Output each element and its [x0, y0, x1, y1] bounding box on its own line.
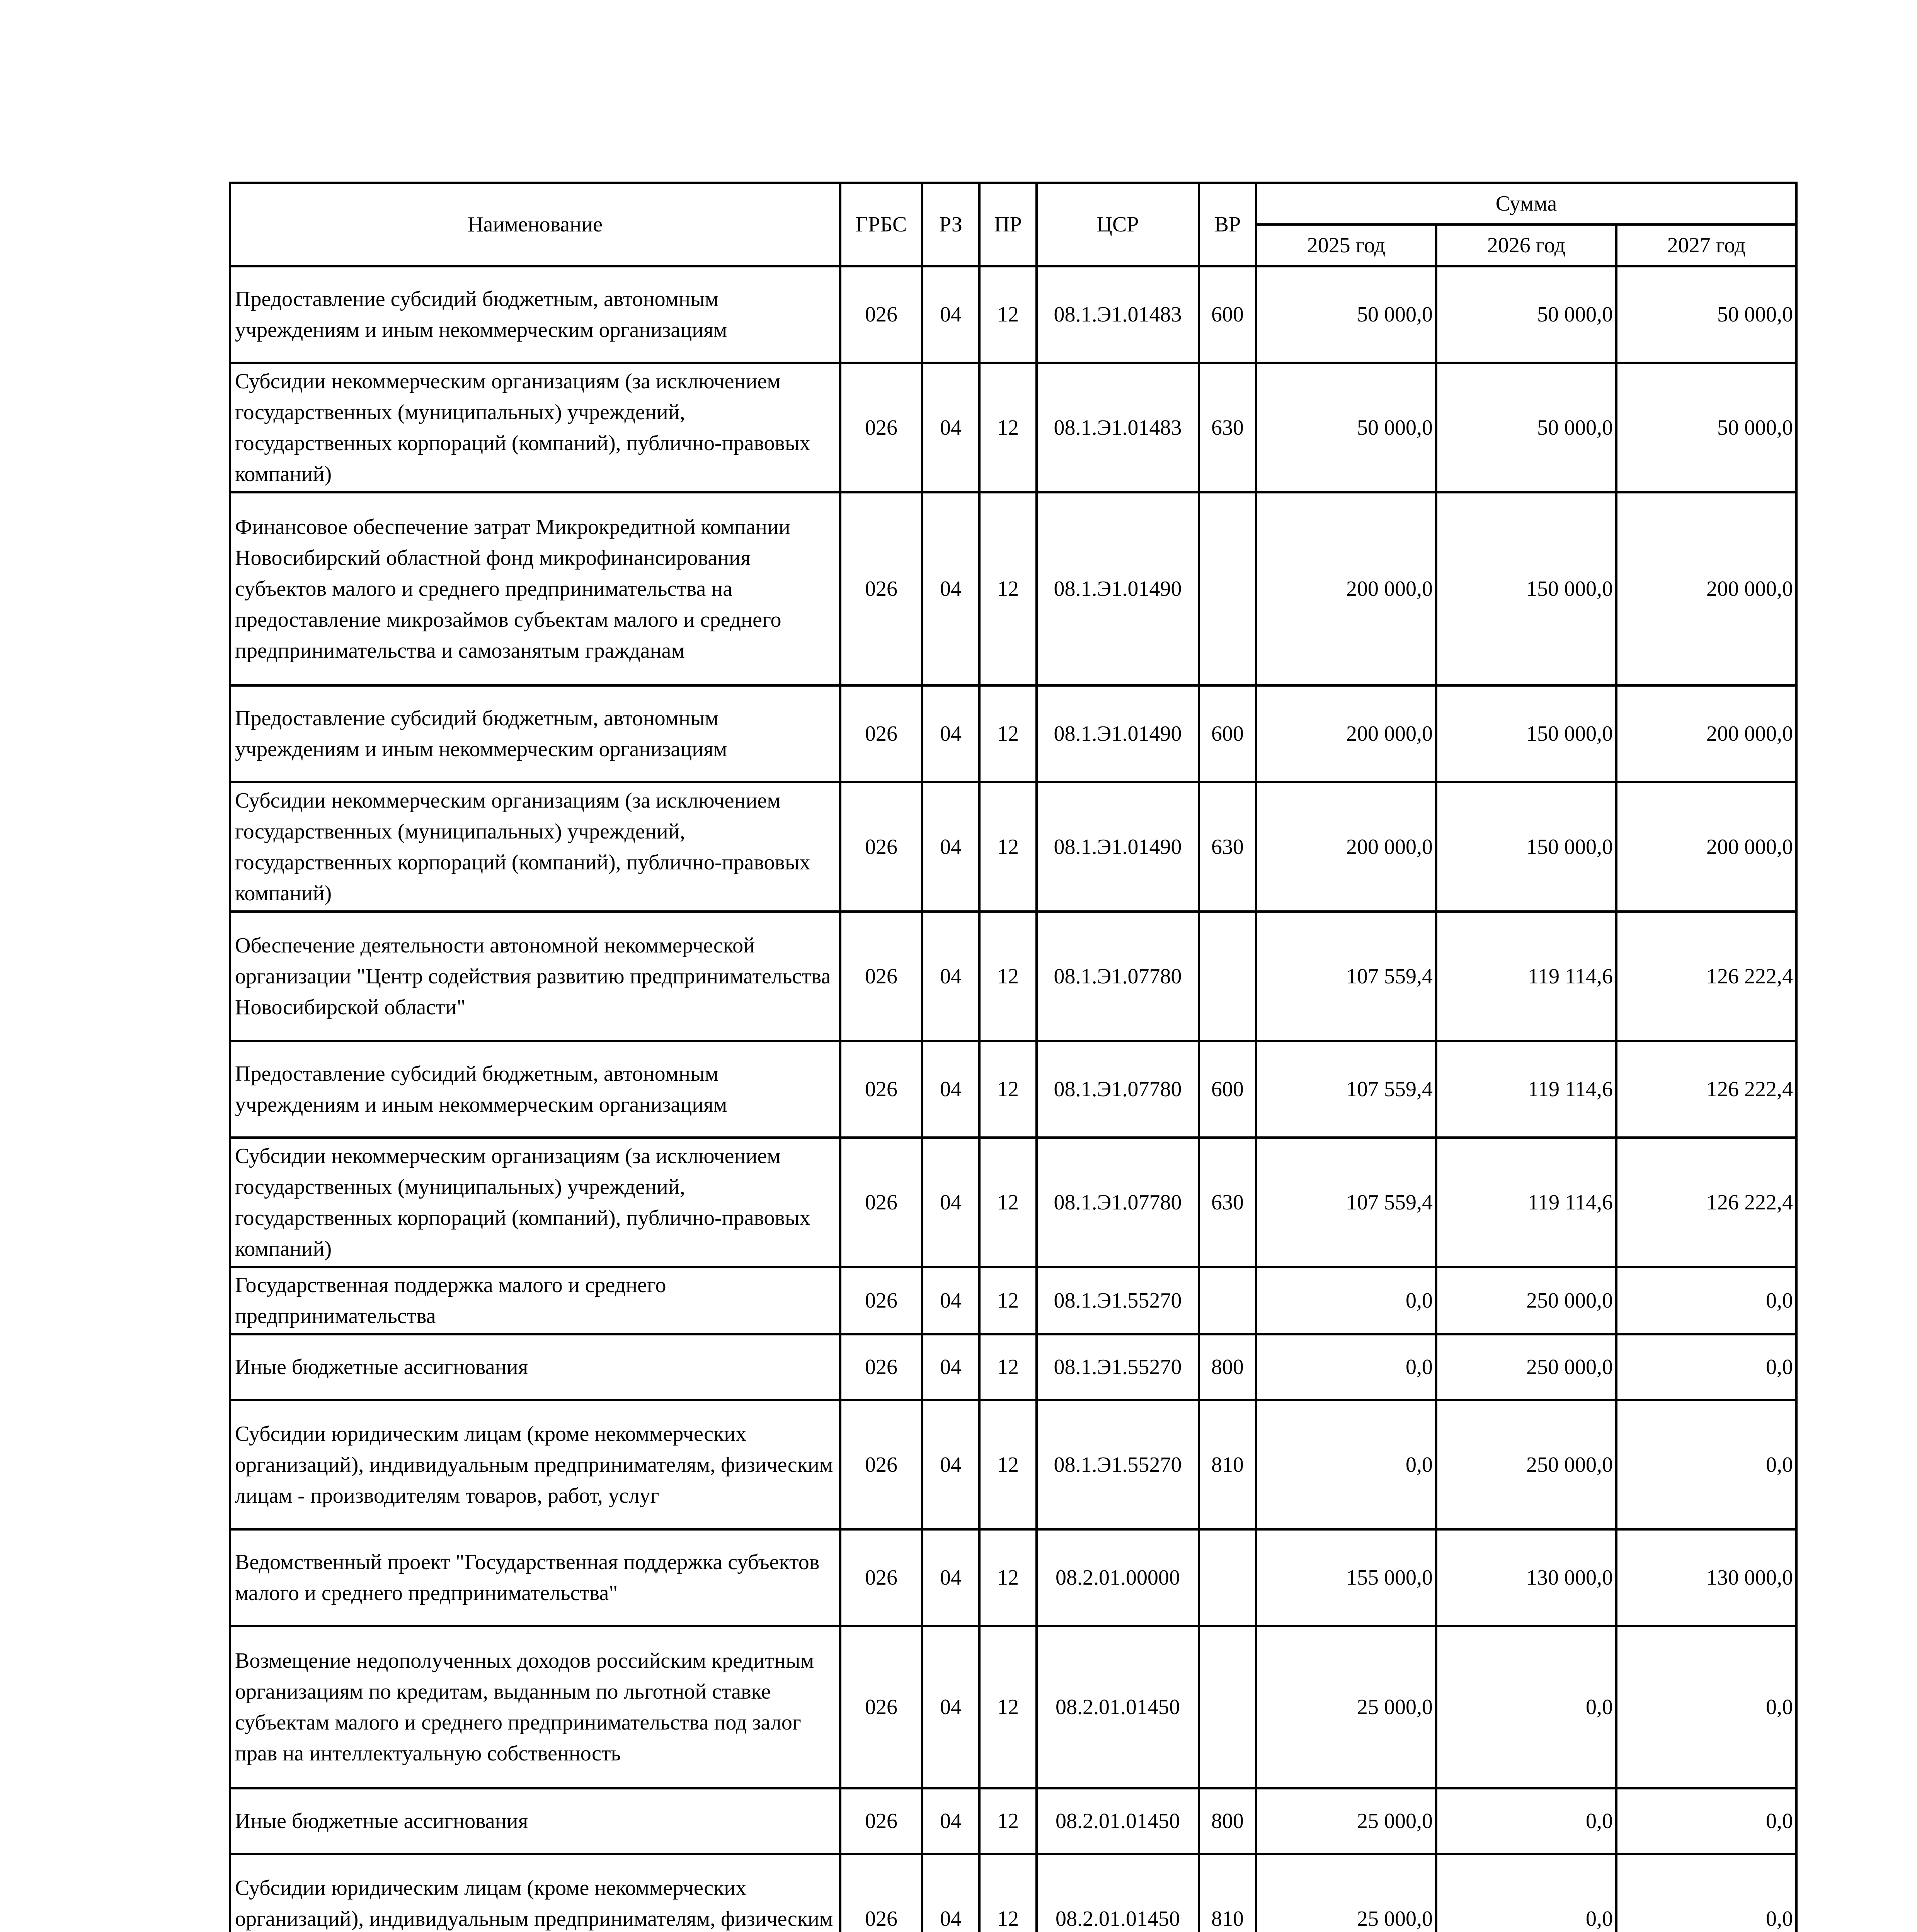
row-rz: 04	[922, 1334, 979, 1400]
row-csr: 08.1.Э1.01490	[1037, 492, 1199, 685]
row-sum-2026: 119 114,6	[1436, 912, 1616, 1041]
row-sum-2025: 25 000,0	[1256, 1626, 1436, 1788]
row-grbs: 026	[840, 1854, 922, 1932]
header-name: Наименование	[230, 183, 840, 266]
row-sum-2026: 130 000,0	[1436, 1529, 1616, 1626]
row-sum-2025: 50 000,0	[1256, 266, 1436, 363]
table-row	[230, 492, 1796, 685]
row-sum-2025: 107 559,4	[1256, 912, 1436, 1041]
row-vr: 630	[1199, 363, 1256, 492]
row-name: Иные бюджетные ассигнования	[230, 1334, 840, 1400]
row-grbs: 026	[840, 1138, 922, 1267]
row-sum-2027: 130 000,0	[1616, 1529, 1796, 1626]
row-vr: 630	[1199, 782, 1256, 912]
row-sum-2027: 126 222,4	[1616, 1041, 1796, 1138]
table-row	[230, 685, 1796, 782]
row-csr: 08.1.Э1.55270	[1037, 1267, 1199, 1334]
table-row	[230, 912, 1796, 1041]
table-row	[230, 1626, 1796, 1788]
row-rz: 04	[922, 1788, 979, 1854]
row-name: Ведомственный проект "Государственная поддержка субъектов малого и среднего предпринимательства"	[230, 1529, 840, 1626]
row-sum-2027: 0,0	[1616, 1788, 1796, 1854]
row-name: Предоставление субсидий бюджетным, автономным учреждениям и иным некоммерческим организациям	[230, 685, 840, 782]
row-sum-2026: 250 000,0	[1436, 1267, 1616, 1334]
row-rz: 04	[922, 266, 979, 363]
header-vr: ВР	[1199, 183, 1256, 266]
row-pr: 12	[979, 492, 1037, 685]
row-vr	[1199, 1267, 1256, 1334]
row-sum-2025: 155 000,0	[1256, 1529, 1436, 1626]
budget-table	[229, 182, 1798, 1932]
table-row	[230, 1138, 1796, 1267]
row-sum-2026: 50 000,0	[1436, 363, 1616, 492]
row-sum-2027: 126 222,4	[1616, 912, 1796, 1041]
row-sum-2026: 119 114,6	[1436, 1041, 1616, 1138]
row-sum-2025: 0,0	[1256, 1267, 1436, 1334]
row-sum-2027: 0,0	[1616, 1267, 1796, 1334]
row-grbs: 026	[840, 1334, 922, 1400]
row-grbs: 026	[840, 1267, 922, 1334]
row-name: Возмещение недополученных доходов российским кредитным организациям по кредитам, выданным по льготной ставке субъектам малого и среднего предпринимательства под залог прав на интеллектуальную собственность	[230, 1626, 840, 1788]
row-vr: 800	[1199, 1788, 1256, 1854]
row-name: Государственная поддержка малого и среднего предпринимательства	[230, 1267, 840, 1334]
row-sum-2027: 0,0	[1616, 1854, 1796, 1932]
row-sum-2026: 250 000,0	[1436, 1334, 1616, 1400]
row-sum-2026: 0,0	[1436, 1626, 1616, 1788]
table-row	[230, 1267, 1796, 1334]
table-row	[230, 363, 1796, 492]
table-header	[230, 183, 1796, 266]
row-grbs: 026	[840, 912, 922, 1041]
row-rz: 04	[922, 1267, 979, 1334]
row-sum-2027: 50 000,0	[1616, 363, 1796, 492]
row-grbs: 026	[840, 1041, 922, 1138]
row-rz: 04	[922, 912, 979, 1041]
row-sum-2025: 25 000,0	[1256, 1788, 1436, 1854]
row-name: Предоставление субсидий бюджетным, автономным учреждениям и иным некоммерческим организациям	[230, 266, 840, 363]
row-grbs: 026	[840, 1529, 922, 1626]
row-name: Субсидии юридическим лицам (кроме некоммерческих организаций), индивидуальным предпринимателям, физическим лицам - производителям товаров, работ, услуг	[230, 1400, 840, 1529]
table-row	[230, 782, 1796, 912]
row-name: Субсидии некоммерческим организациям (за исключением государственных (муниципальных) учреждений, государственных корпораций (компаний), публично-правовых компаний)	[230, 1138, 840, 1267]
row-pr: 12	[979, 363, 1037, 492]
row-grbs: 026	[840, 1788, 922, 1854]
row-pr: 12	[979, 1400, 1037, 1529]
row-grbs: 026	[840, 685, 922, 782]
row-rz: 04	[922, 1854, 979, 1932]
row-sum-2025: 0,0	[1256, 1334, 1436, 1400]
row-vr: 600	[1199, 266, 1256, 363]
table-row	[230, 1788, 1796, 1854]
row-sum-2026: 119 114,6	[1436, 1138, 1616, 1267]
table-row	[230, 1529, 1796, 1626]
row-vr	[1199, 1626, 1256, 1788]
row-name: Иные бюджетные ассигнования	[230, 1788, 840, 1854]
row-pr: 12	[979, 1334, 1037, 1400]
row-sum-2025: 50 000,0	[1256, 363, 1436, 492]
row-csr: 08.1.Э1.01483	[1037, 266, 1199, 363]
row-sum-2025: 107 559,4	[1256, 1041, 1436, 1138]
row-pr: 12	[979, 1788, 1037, 1854]
row-sum-2027: 126 222,4	[1616, 1138, 1796, 1267]
row-name: Обеспечение деятельности автономной некоммерческой организации "Центр содействия развитию предпринимательства Новосибирской области"	[230, 912, 840, 1041]
row-pr: 12	[979, 1529, 1037, 1626]
row-rz: 04	[922, 492, 979, 685]
row-pr: 12	[979, 1626, 1037, 1788]
row-rz: 04	[922, 1138, 979, 1267]
row-vr: 600	[1199, 1041, 1256, 1138]
header-csr: ЦСР	[1037, 183, 1199, 266]
row-sum-2025: 200 000,0	[1256, 782, 1436, 912]
row-pr: 12	[979, 912, 1037, 1041]
row-sum-2026: 50 000,0	[1436, 266, 1616, 363]
row-grbs: 026	[840, 1626, 922, 1788]
row-rz: 04	[922, 685, 979, 782]
table-row	[230, 266, 1796, 363]
row-sum-2027: 0,0	[1616, 1334, 1796, 1400]
row-sum-2025: 0,0	[1256, 1400, 1436, 1529]
header-rz: РЗ	[922, 183, 979, 266]
row-sum-2026: 0,0	[1436, 1854, 1616, 1932]
row-vr	[1199, 912, 1256, 1041]
row-sum-2025: 25 000,0	[1256, 1854, 1436, 1932]
row-csr: 08.1.Э1.07780	[1037, 912, 1199, 1041]
row-pr: 12	[979, 266, 1037, 363]
row-csr: 08.2.01.01450	[1037, 1626, 1199, 1788]
row-name: Субсидии некоммерческим организациям (за исключением государственных (муниципальных) учреждений, государственных корпораций (компаний), публично-правовых компаний)	[230, 782, 840, 912]
row-csr: 08.1.Э1.01490	[1037, 782, 1199, 912]
row-vr	[1199, 492, 1256, 685]
row-vr: 810	[1199, 1400, 1256, 1529]
row-sum-2027: 200 000,0	[1616, 782, 1796, 912]
row-sum-2027: 0,0	[1616, 1626, 1796, 1788]
header-2026: 2026 год	[1436, 224, 1616, 266]
row-csr: 08.1.Э1.55270	[1037, 1400, 1199, 1529]
row-name: Субсидии юридическим лицам (кроме некоммерческих организаций), индивидуальным предпринимателям, физическим	[230, 1854, 840, 1932]
row-rz: 04	[922, 1041, 979, 1138]
header-pr: ПР	[979, 183, 1037, 266]
row-sum-2026: 250 000,0	[1436, 1400, 1616, 1529]
row-vr: 810	[1199, 1854, 1256, 1932]
row-csr: 08.1.Э1.01490	[1037, 685, 1199, 782]
row-csr: 08.2.01.01450	[1037, 1854, 1199, 1932]
row-sum-2027: 200 000,0	[1616, 685, 1796, 782]
row-pr: 12	[979, 1138, 1037, 1267]
row-sum-2025: 107 559,4	[1256, 1138, 1436, 1267]
row-sum-2025: 200 000,0	[1256, 685, 1436, 782]
row-vr: 800	[1199, 1334, 1256, 1400]
row-sum-2025: 200 000,0	[1256, 492, 1436, 685]
row-sum-2026: 150 000,0	[1436, 492, 1616, 685]
row-vr	[1199, 1529, 1256, 1626]
header-2027: 2027 год	[1616, 224, 1796, 266]
header-2025: 2025 год	[1256, 224, 1436, 266]
row-vr: 630	[1199, 1138, 1256, 1267]
table-row	[230, 1854, 1796, 1932]
header-grbs: ГРБС	[840, 183, 922, 266]
row-grbs: 026	[840, 363, 922, 492]
row-grbs: 026	[840, 782, 922, 912]
row-sum-2027: 200 000,0	[1616, 492, 1796, 685]
row-sum-2027: 0,0	[1616, 1400, 1796, 1529]
row-rz: 04	[922, 782, 979, 912]
row-pr: 12	[979, 1041, 1037, 1138]
row-sum-2027: 50 000,0	[1616, 266, 1796, 363]
row-csr: 08.2.01.01450	[1037, 1788, 1199, 1854]
row-csr: 08.2.01.00000	[1037, 1529, 1199, 1626]
table-row	[230, 1400, 1796, 1529]
table-body	[230, 266, 1796, 1932]
row-pr: 12	[979, 1267, 1037, 1334]
row-rz: 04	[922, 1529, 979, 1626]
row-rz: 04	[922, 1400, 979, 1529]
row-pr: 12	[979, 782, 1037, 912]
row-csr: 08.1.Э1.01483	[1037, 363, 1199, 492]
row-vr: 600	[1199, 685, 1256, 782]
row-name: Субсидии некоммерческим организациям (за исключением государственных (муниципальных) учреждений, государственных корпораций (компаний), публично-правовых компаний)	[230, 363, 840, 492]
row-grbs: 026	[840, 492, 922, 685]
row-pr: 12	[979, 685, 1037, 782]
row-csr: 08.1.Э1.07780	[1037, 1138, 1199, 1267]
table-row	[230, 1334, 1796, 1400]
row-grbs: 026	[840, 266, 922, 363]
table-row	[230, 1041, 1796, 1138]
row-sum-2026: 0,0	[1436, 1788, 1616, 1854]
header-sum: Сумма	[1256, 183, 1796, 224]
row-grbs: 026	[840, 1400, 922, 1529]
row-rz: 04	[922, 363, 979, 492]
row-sum-2026: 150 000,0	[1436, 782, 1616, 912]
row-rz: 04	[922, 1626, 979, 1788]
row-name: Финансовое обеспечение затрат Микрокредитной компании Новосибирский областной фонд микрофинансирования субъектов малого и среднего предпринимательства на предоставление микрозаймов субъектам малого и среднего предпринимательства и самозанятым гражданам	[230, 492, 840, 685]
row-name: Предоставление субсидий бюджетным, автономным учреждениям и иным некоммерческим организациям	[230, 1041, 840, 1138]
row-sum-2026: 150 000,0	[1436, 685, 1616, 782]
row-csr: 08.1.Э1.07780	[1037, 1041, 1199, 1138]
row-csr: 08.1.Э1.55270	[1037, 1334, 1199, 1400]
row-pr: 12	[979, 1854, 1037, 1932]
